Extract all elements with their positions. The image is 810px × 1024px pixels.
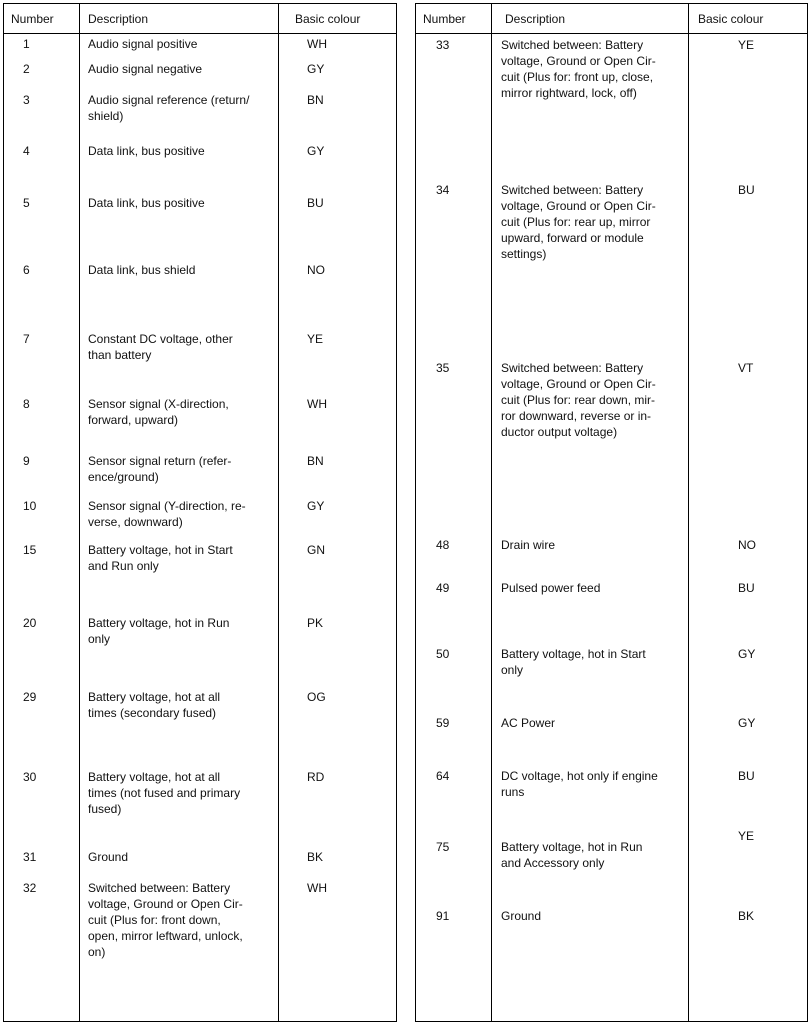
row-colour: NO [738,538,756,552]
row-description: Audio signal reference (return/ [88,93,250,107]
row-colour: GY [738,647,756,661]
row-number: 34 [436,183,450,197]
row-number: 48 [436,538,450,552]
row-description: Sensor signal return (refer- [88,454,232,468]
row-description: cuit (Plus for: rear down, mir- [501,393,656,407]
row-colour: BK [738,909,755,923]
row-description: Audio signal positive [88,37,198,51]
row-description: voltage, Ground or Open Cir- [501,377,656,391]
column-divider [688,4,689,1021]
row-number: 7 [23,332,30,346]
column-divider [491,4,492,1021]
row-description: Battery voltage, hot in Run [501,840,643,854]
row-description: on) [88,945,106,959]
row-number: 15 [23,543,37,557]
row-colour: PK [307,616,324,630]
row-colour: GN [307,543,325,557]
column-divider [79,4,80,1021]
row-description: runs [501,785,525,799]
row-description: Ground [88,850,129,864]
row-description: Battery voltage, hot at all [88,770,221,784]
row-description: ror downward, reverse or in- [501,409,652,423]
row-description: only [501,663,524,677]
row-number: 33 [436,38,450,52]
column-divider [278,4,279,1021]
row-number: 3 [23,93,30,107]
row-description: times (secondary fused) [88,706,217,720]
row-colour: BN [307,93,324,107]
row-number: 91 [436,909,450,923]
row-colour: BK [307,850,324,864]
row-number: 2 [23,62,30,76]
row-number: 35 [436,361,450,375]
row-description: Data link, bus positive [88,196,205,210]
row-colour: BU [738,581,755,595]
row-description: upward, forward or module [501,231,644,245]
row-description: than battery [88,348,152,362]
row-description: Ground [501,909,542,923]
row-number: 29 [23,690,37,704]
row-colour: WH [307,881,327,895]
row-description: Pulsed power feed [501,581,601,595]
header-description: Description [88,12,149,26]
row-description: Switched between: Battery [501,183,644,197]
row-colour: YE [738,829,755,843]
header-colour: Basic colour [295,12,361,26]
row-colour: NO [307,263,325,277]
row-description: Switched between: Battery [501,38,644,52]
row-number: 20 [23,616,37,630]
row-number: 64 [436,769,450,783]
row-description: Constant DC voltage, other [88,332,233,346]
row-description: Battery voltage, hot in Run [88,616,230,630]
row-colour: RD [307,770,325,784]
header-number: Number [11,12,54,26]
row-colour: BU [738,769,755,783]
row-number: 6 [23,263,30,277]
row-description: and Run only [88,559,159,573]
row-description: voltage, Ground or Open Cir- [501,54,656,68]
row-description: Data link, bus shield [88,263,196,277]
row-colour: OG [307,690,326,704]
row-description: times (not fused and primary [88,786,241,800]
header-description: Description [505,12,566,26]
row-number: 10 [23,499,37,513]
row-description: forward, upward) [88,413,179,427]
row-description: voltage, Ground or Open Cir- [88,897,243,911]
wire-table-left [3,3,397,1022]
row-number: 49 [436,581,450,595]
row-description: fused) [88,802,122,816]
row-description: AC Power [501,716,556,730]
row-description: settings) [501,247,547,261]
wire-table-right [415,3,808,1022]
row-number: 5 [23,196,30,210]
row-description: Drain wire [501,538,556,552]
row-description: cuit (Plus for: front up, close, [501,70,654,84]
row-description: Data link, bus positive [88,144,205,158]
row-description: Sensor signal (X-direction, [88,397,229,411]
row-description: cuit (Plus for: rear up, mirror [501,215,651,229]
row-description: only [88,632,111,646]
header-colour: Basic colour [698,12,764,26]
row-colour: BN [307,454,324,468]
row-colour: GY [738,716,756,730]
header-divider [416,33,807,34]
row-description: open, mirror leftward, unlock, [88,929,243,943]
row-number: 59 [436,716,450,730]
row-description: verse, downward) [88,515,183,529]
header-divider [4,33,396,34]
row-description: Battery voltage, hot at all [88,690,221,704]
row-description: ductor output voltage) [501,425,618,439]
row-colour: GY [307,62,325,76]
row-colour: GY [307,144,325,158]
row-description: Sensor signal (Y-direction, re- [88,499,246,513]
row-number: 8 [23,397,30,411]
row-description: voltage, Ground or Open Cir- [501,199,656,213]
row-colour: VT [738,361,754,375]
row-description: Battery voltage, hot in Start [88,543,233,557]
row-description: Switched between: Battery [88,881,231,895]
row-colour: YE [738,38,755,52]
row-description: mirror rightward, lock, off) [501,86,637,100]
row-colour: BU [738,183,755,197]
row-description: Switched between: Battery [501,361,644,375]
row-number: 31 [23,850,37,864]
row-colour: WH [307,397,327,411]
row-description: DC voltage, hot only if engine [501,769,658,783]
row-number: 75 [436,840,450,854]
row-description: ence/ground) [88,470,159,484]
row-colour: WH [307,37,327,51]
row-number: 9 [23,454,30,468]
row-description: Audio signal negative [88,62,203,76]
row-number: 4 [23,144,30,158]
row-description: cuit (Plus for: front down, [88,913,221,927]
row-number: 1 [23,37,30,51]
row-description: Battery voltage, hot in Start [501,647,646,661]
row-colour: GY [307,499,325,513]
row-description: shield) [88,109,124,123]
row-number: 30 [23,770,37,784]
row-number: 50 [436,647,450,661]
header-number: Number [423,12,466,26]
row-description: and Accessory only [501,856,605,870]
row-colour: BU [307,196,324,210]
row-colour: YE [307,332,324,346]
row-number: 32 [23,881,37,895]
